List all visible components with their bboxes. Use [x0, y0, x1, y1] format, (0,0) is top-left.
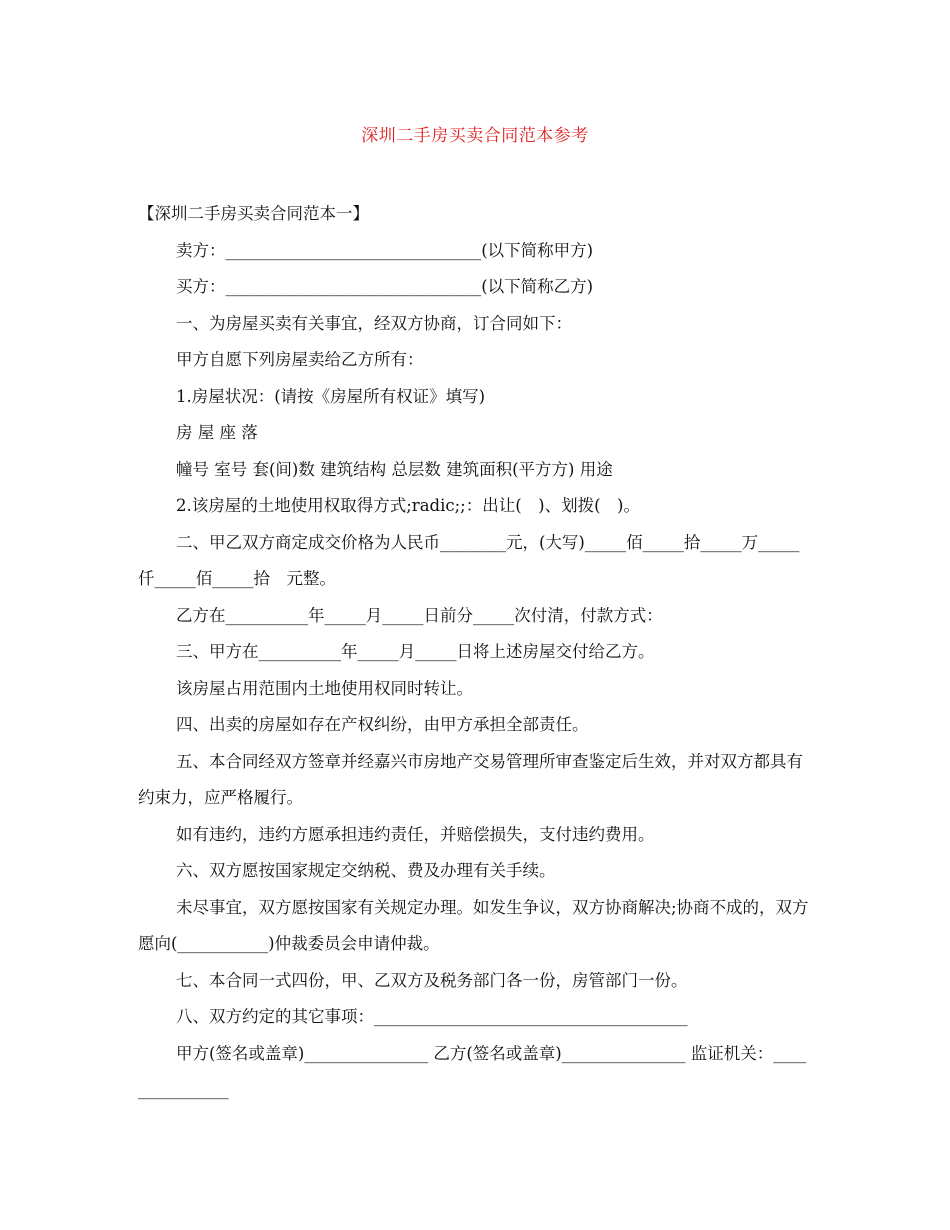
house-fields: 幢号 室号 套(间)数 建筑结构 总层数 建筑面积(平方方) 用途 — [176, 459, 613, 479]
clause-2-price: 二、甲乙双方商定成交价格为人民币________元，(大写)_____佰_____拾_____万_____仟_____佰_____拾 元整。 — [138, 532, 800, 588]
signatures-line: 甲方(签名或盖章)_______________ 乙方(签名或盖章)_______________ 监证机关：_______________ — [138, 1043, 807, 1099]
seller-line: 卖方：_______________________________(以下简称甲方) — [176, 240, 594, 260]
arbitration: 未尽事宜，双方愿按国家有关规定办理。如发生争议，双方协商解决;协商不成的，双方愿向(___________)仲裁委员会申请仲裁。 — [138, 897, 809, 953]
clause-7-copies: 七、本合同一式四份，甲、乙双方及税务部门各一份，房管部门一份。 — [176, 970, 688, 990]
land-use-rights: 2.该房屋的土地使用权取得方式;radic;;：出让( )、划拨( )。 — [176, 496, 640, 515]
clause-8-other: 八、双方约定的其它事项：______________________________________ — [176, 1007, 688, 1026]
clause-3-delivery: 三、甲方在__________年_____月_____日将上述房屋交付给乙方。 — [176, 642, 655, 661]
house-location: 房 屋 座 落 — [176, 423, 258, 442]
clause-5-effect: 五、本合同经双方签章并经嘉兴市房地产交易管理所审查鉴定后生效，并对双方都具有约束力，应严格履行。 — [138, 751, 803, 807]
breach-liability: 如有违约，违约方愿承担违约责任，并赔偿损失，支付违约费用。 — [176, 824, 655, 844]
land-transfer: 该房屋占用范围内土地使用权同时转让。 — [176, 678, 473, 698]
clause-6-taxes: 六、双方愿按国家规定交纳税、费及办理有关手续。 — [176, 861, 556, 880]
section-heading: 【深圳二手房买卖合同范本一】 — [138, 204, 369, 223]
document-title: 深圳二手房买卖合同范本参考 — [361, 126, 589, 146]
document-body — [138, 196, 810, 1109]
clause-1-statement: 甲方自愿下列房屋卖给乙方所有： — [176, 350, 424, 369]
buyer-line: 买方：_______________________________(以下简称乙方) — [176, 277, 594, 296]
clause-1-intro: 一、为房屋买卖有关事宜，经双方协商，订合同如下： — [176, 313, 572, 333]
clause-4-disputes: 四、出卖的房屋如存在产权纠纷，由甲方承担全部责任。 — [176, 715, 589, 734]
payment-terms: 乙方在__________年_____月_____日前分_____次付清，付款方式： — [176, 605, 663, 625]
house-status: 1.房屋状况：(请按《房屋所有权证》填写) — [176, 386, 486, 406]
